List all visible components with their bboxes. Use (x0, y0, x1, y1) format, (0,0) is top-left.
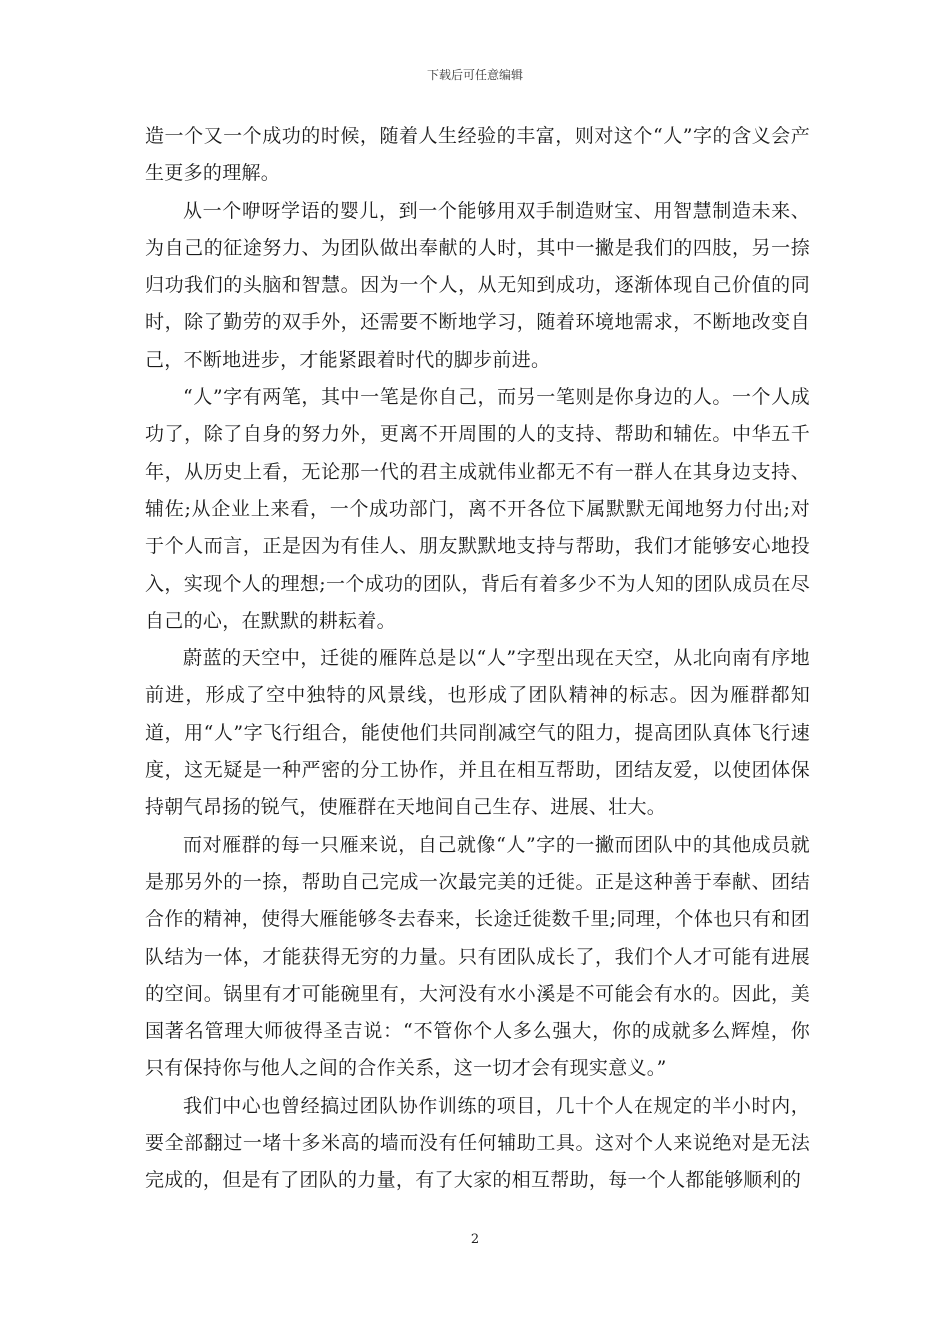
paragraph-1: 造一个又一个成功的时候，随着人生经验的丰富，则对这个“人”字的含义会产生更多的理解。 (145, 125, 810, 185)
paragraph-6: 我们中心也曾经搞过团队协作训练的项目，几十个人在规定的半小时内，要全部翻过一堵十多米高的墙而没有任何辅助工具。这对个人来说绝对是无法完成的，但是有了团队的力量，有了大家的相互帮助，每一个人都能够顺利的 (145, 1094, 810, 1192)
page-header: 下载后可任意编辑 (426, 68, 523, 82)
paragraph-5: 而对雁群的每一只雁来说，自己就像“人”字的一撇而团队中的其他成员就是那另外的一捺，帮助自己完成一次最完美的迁徙。正是这种善于奉献、团结合作的精神，使得大雁能够冬去春来，长途迁徙数千里;同理，个体也只有和团队结为一体，才能获得无穷的力量。只有团队成长了，我们个人才可能有进展的空间。锅里有才可能碗里有，大河没有水小溪是不可能会有水的。因此，美国著名管理大师彼得圣吉说：“不管你个人多么强大，你的成就多么辉煌，你只有保持你与他人之间的合作关系，这一切才会有现实意义。” (145, 833, 810, 1080)
paragraph-2: 从一个咿呀学语的婴儿，到一个能够用双手制造财宝、用智慧制造未来、为自己的征途努力、为团队做出奉献的人时，其中一撇是我们的四肢，另一捺归功我们的头脑和智慧。因为一个人，从无知到成功，逐渐体现自己价值的同时，除了勤劳的双手外，还需要不断地学习，随着环境地需求，不断地改变自己，不断地进步，才能紧跟着时代的脚步前进。 (145, 199, 810, 371)
paragraph-4: 蔚蓝的天空中，迁徙的雁阵总是以“人”字型出现在天空，从北向南有序地前进，形成了空中独特的风景线，也形成了团队精神的标志。因为雁群都知道，用“人”字飞行组合，能使他们共同削减空气的阻力，提高团队真体飞行速度，这无疑是一种严密的分工协作，并且在相互帮助，团结友爱，以使团体保持朝气昂扬的锐气，使雁群在天地间自己生存、进展、壮大。 (145, 647, 810, 819)
document-body (145, 118, 810, 1200)
page-number: 2 (470, 1232, 480, 1247)
paragraph-3: “人”字有两笔，其中一笔是你自己，而另一笔则是你身边的人。一个人成功了，除了自身的努力外，更离不开周围的人的支持、帮助和辅佐。中华五千年，从历史上看，无论那一代的君主成就伟业都无不有一群人在其身边支持、辅佐;从企业上来看，一个成功部门，离不开各位下属默默无闻地努力付出;对于个人而言，正是因为有佳人、朋友默默地支持与帮助，我们才能够安心地投入，实现个人的理想;一个成功的团队，背后有着多少不为人知的团队成员在尽自己的心，在默默的耕耘着。 (145, 386, 810, 632)
